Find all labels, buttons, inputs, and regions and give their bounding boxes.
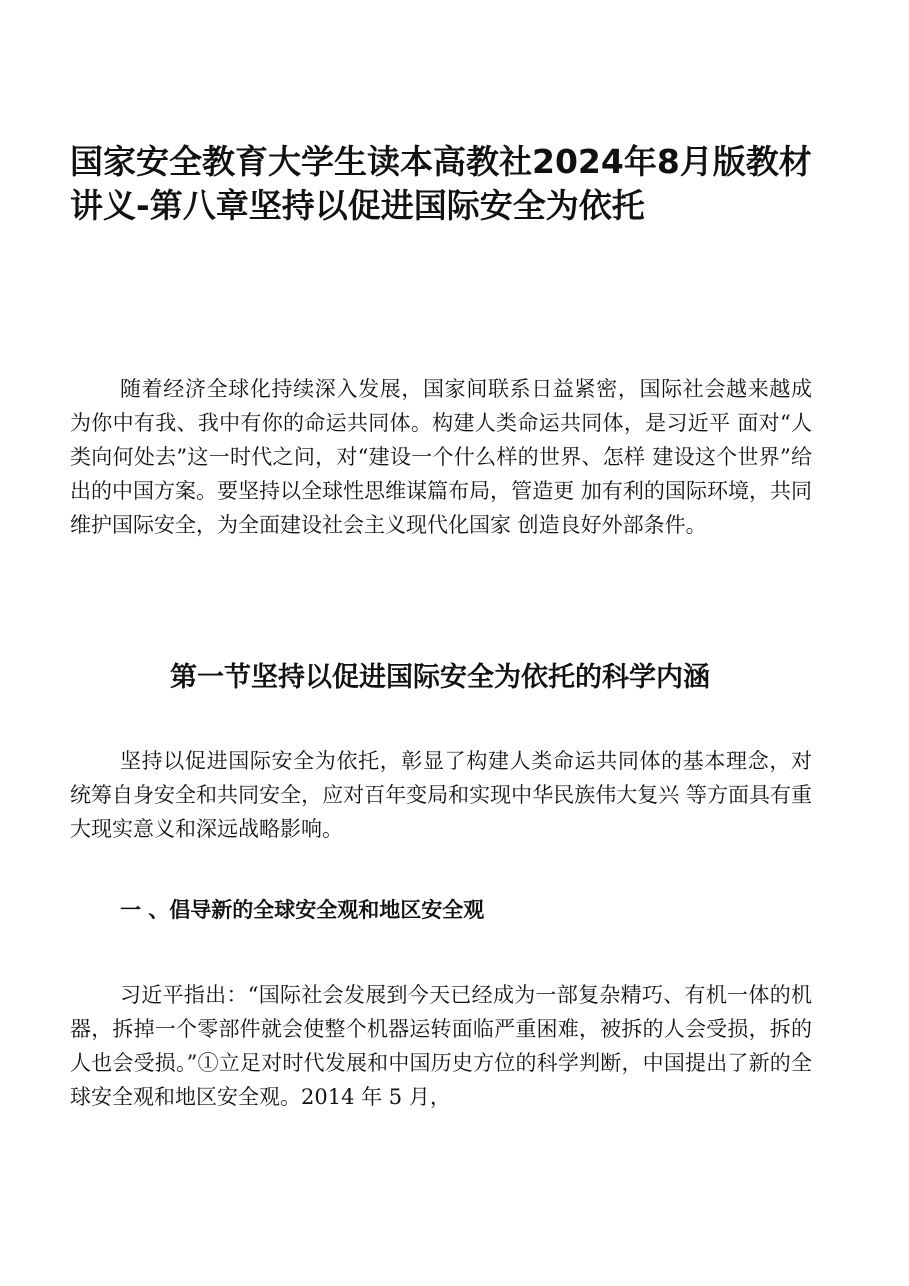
section-title: 第一节坚持以促进国际安全为依托的科学内涵 (170, 662, 710, 693)
document-title: 国家安全教育大学生读本高教社2024年8月版教材讲义-第八章坚持以促进国际安全为依托 (70, 142, 812, 225)
quote-paragraph: 习近平指出：“国际社会发展到今天已经成为一部复杂精巧、有机一体的机器，拆掉一个零部件就会使整个机器运转面临严重困难，被拆的人会受损，拆的人也会受损。”①立足对时代发展和中国历史方位的科学判断，中国提出了新的全球安全观和地区安全观。2014 年 5 月， (70, 983, 812, 1109)
subheading: 一 、倡导新的全球安全观和地区安全观 (120, 897, 485, 922)
intro-paragraph: 随着经济全球化持续深入发展，国家间联系日益紧密，国际社会越来越成为你中有我、我中有你的命运共同体。构建人类命运共同体，是习近平 面对“人类向何处去”这一时代之问，对“建设一个什么样的世界、怎样 建设这个世界”给出的中国方案。要坚持以全球性思维谋篇布局，管造更 加有利的国际环境，共同维护国际安全，为全面建设社会主义现代化国家 创造良好外部条件。 (70, 377, 812, 537)
section-intro-paragraph: 坚持以促进国际安全为依托，彰显了构建人类命运共同体的基本理念，对统筹自身安全和共同安全，应对百年变局和实现中华民族伟大复兴 等方面具有重大现实意义和深远战略影响。 (70, 749, 812, 841)
